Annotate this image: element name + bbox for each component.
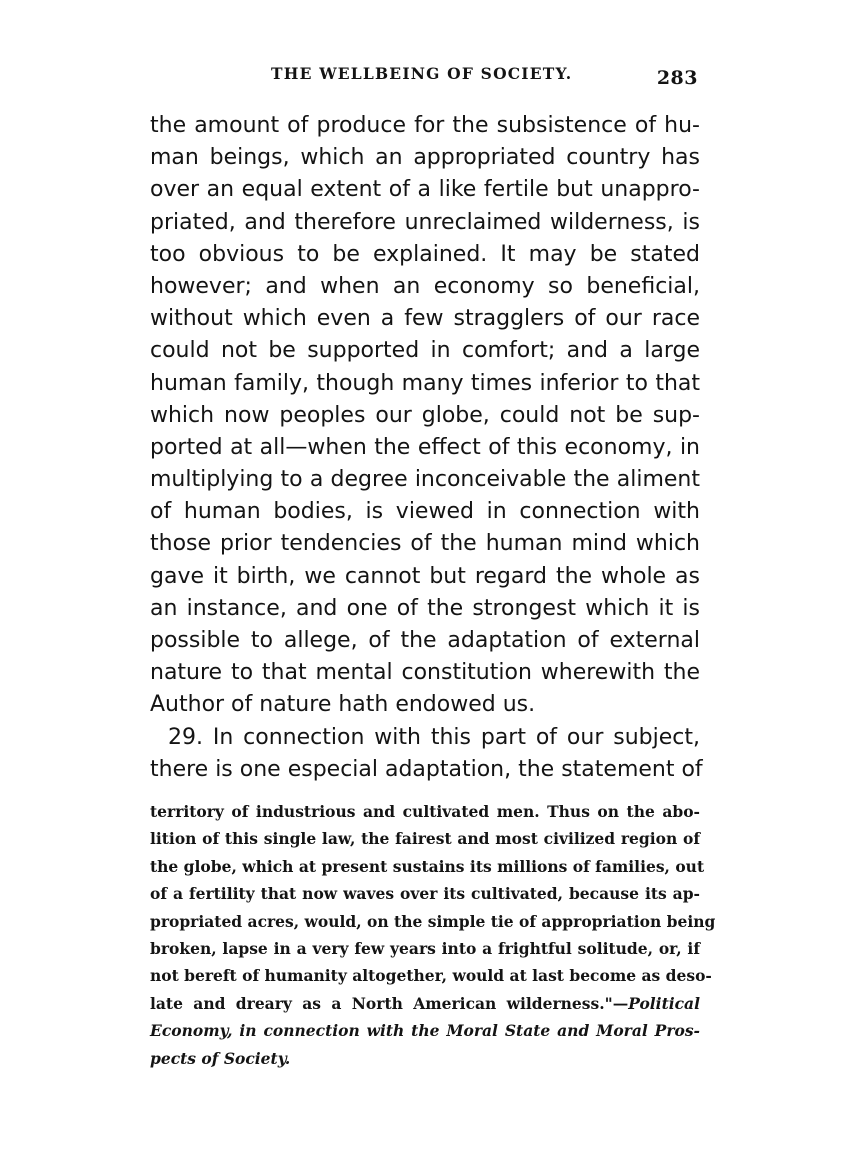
- footnote: [150, 798, 716, 1072]
- footnote-line: not bereft of humanity altogether, would at last become as deso-: [150, 966, 712, 986]
- text-line: the amount of produce for the subsistence of hu-: [150, 113, 700, 138]
- citation-title: Economy, in connection with the Moral State and Moral Pros-: [150, 1021, 700, 1041]
- text-line: over an equal extent of a like fertile but unappro-: [150, 177, 700, 203]
- footnote-line: territory of industrious and cultivated men. Thus on the abo-: [150, 802, 700, 821]
- text-line: nature to that mental constitution wherewith the: [150, 660, 700, 686]
- footnote-line: of a fertility that now waves over its cultivated, because its ap-: [150, 884, 700, 904]
- text-line: of human bodies, is viewed in connection with: [150, 499, 700, 525]
- footnote-line: the globe, which at present sustains its millions of families, out: [150, 856, 705, 876]
- paragraph-end-line: Author of nature hath endowed us.: [150, 692, 536, 718]
- footnote-line: lition of this single law, the fairest and most civilized region of: [150, 829, 700, 849]
- footnote-citation-line: [150, 1045, 700, 1072]
- running-title: THE WELLBEING OF SOCIETY.: [271, 64, 573, 83]
- footnote-line-with-citation: [150, 990, 700, 1017]
- footnote-line: propriated acres, would, on the simple tie of appropriation being: [150, 911, 716, 931]
- page-number: 283: [656, 67, 698, 89]
- text-line: without which even a few stragglers of our race: [150, 306, 700, 332]
- text-line: multiplying to a degree inconceivable the aliment: [150, 467, 700, 493]
- main-text: [150, 110, 703, 786]
- text-line: which now peoples our globe, could not be sup-: [150, 402, 700, 428]
- running-header: [150, 64, 700, 88]
- section-29-first-line: 29. In connection with this part of our subject,: [168, 724, 700, 750]
- text-line: possible to allege, of the adaptation of external: [150, 628, 700, 653]
- text-line: however; and when an economy so beneficial,: [150, 273, 700, 299]
- text-line: priated, and therefore unreclaimed wilderness, is: [150, 209, 700, 235]
- text-line: those prior tendencies of the human mind which: [150, 531, 700, 557]
- text-line: ported at all—when the effect of this economy, in: [150, 434, 700, 460]
- text-line: gave it birth, we cannot but regard the whole as: [150, 563, 700, 589]
- text-line: too obvious to be explained. It may be stated: [150, 241, 700, 267]
- citation-title: pects of Society.: [150, 1048, 291, 1068]
- text-line: man beings, which an appropriated country has: [150, 145, 700, 171]
- text-line: human family, though many times inferior to that: [150, 370, 700, 396]
- footnote-citation-line: [150, 1017, 700, 1044]
- footnote-line: broken, lapse in a very few years into a frightful solitude, or, if: [150, 938, 700, 958]
- citation-title: Political: [628, 993, 700, 1013]
- text-line: there is one especial adaptation, the statement of: [150, 756, 703, 782]
- text-line: could not be supported in comfort; and a large: [150, 338, 700, 364]
- text-line: an instance, and one of the strongest which it is: [150, 595, 700, 621]
- footnote-text: late and dreary as a North American wilderness."—: [150, 993, 629, 1013]
